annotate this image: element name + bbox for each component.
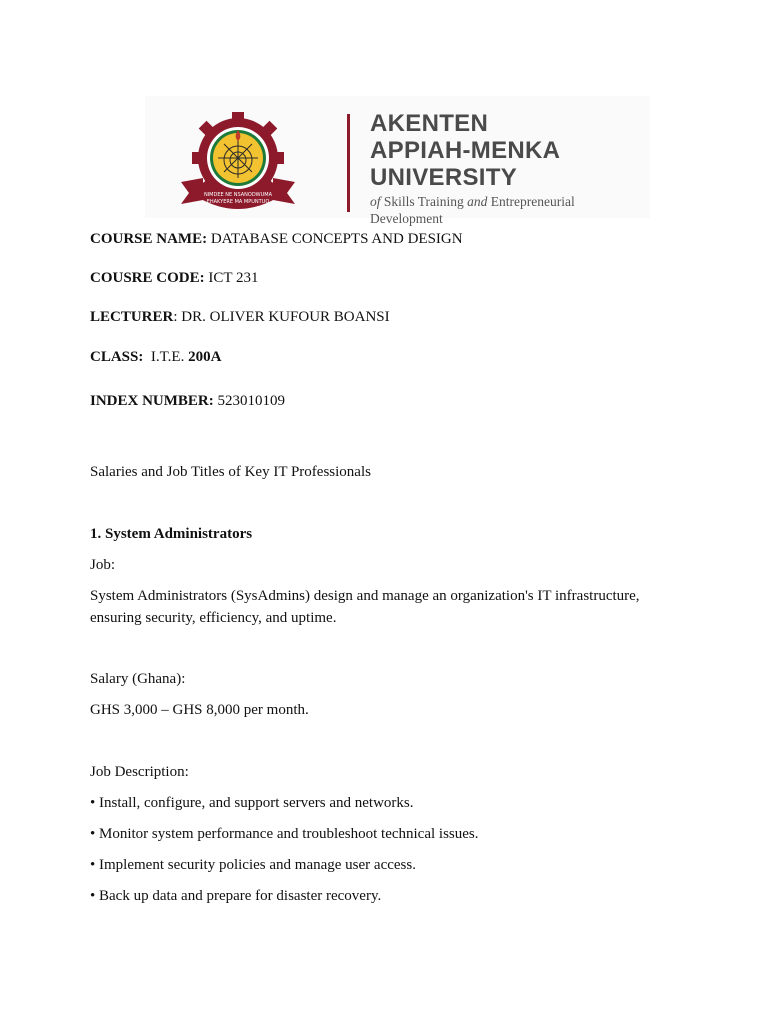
course-name-label: COURSE NAME: [90,231,208,247]
tagline-part1: Skills Training [380,194,468,209]
salary-text: GHS 3,000 – GHS 8,000 per month. [90,702,309,718]
class-label: CLASS: [90,349,144,365]
seal-banner-text-2: EHAKYERE MA MPUNTUO [206,199,270,205]
logo-tagline [370,193,650,210]
list-item: • Install, configure, and support servers and networks. [90,795,414,811]
university-name [370,110,650,227]
lecturer-label: LECTURER [90,309,174,325]
job-description-label: Job Description: [90,764,189,780]
tagline-part2: Entrepreneurial [487,194,575,209]
list-item: • Back up data and prepare for disaster recovery. [90,888,382,904]
class-value-bold: 200A [188,349,222,365]
job-text: System Administrators (SysAdmins) design and manage an organization's IT infrastructure, ensuring security, efficiency, and uptime. [90,588,640,626]
document-heading: Salaries and Job Titles of Key IT Professionals [90,464,371,480]
tagline-and: and [467,194,488,209]
course-code-value: ICT 231 [204,270,259,286]
lecturer-value: : DR. OLIVER KUFOUR BOANSI [173,309,390,325]
course-name-line [90,229,463,249]
logo-line-2: APPIAH-MENKA [370,137,561,164]
list-item: • Monitor system performance and troubleshoot technical issues. [90,826,479,842]
tagline-of: of [370,194,381,209]
logo-line-1: AKENTEN [370,110,489,137]
university-seal-icon [173,108,323,216]
course-name-value: DATABASE CONCEPTS AND DESIGN [207,231,463,247]
seal-banner-text-1: NIMDEE NE NSANODWUMA [203,192,273,198]
class-value: I.T.E. [143,349,189,365]
list-item: • Implement security policies and manage user access. [90,857,416,873]
salary-label: Salary (Ghana): [90,671,186,687]
class-line [90,347,221,367]
university-logo [145,96,650,226]
course-code-label: COUSRE CODE: [90,270,205,286]
logo-line-3: UNIVERSITY [370,164,518,191]
section-title: 1. System Administrators [90,526,253,542]
logo-tagline-line2: Development [370,211,443,226]
index-number-line [90,391,285,411]
job-label: Job: [90,557,116,573]
logo-divider [347,114,350,212]
lecturer-line [90,307,390,327]
course-code-line [90,268,259,288]
index-number-value: 523010109 [213,393,285,409]
index-number-label: INDEX NUMBER: [90,393,214,409]
